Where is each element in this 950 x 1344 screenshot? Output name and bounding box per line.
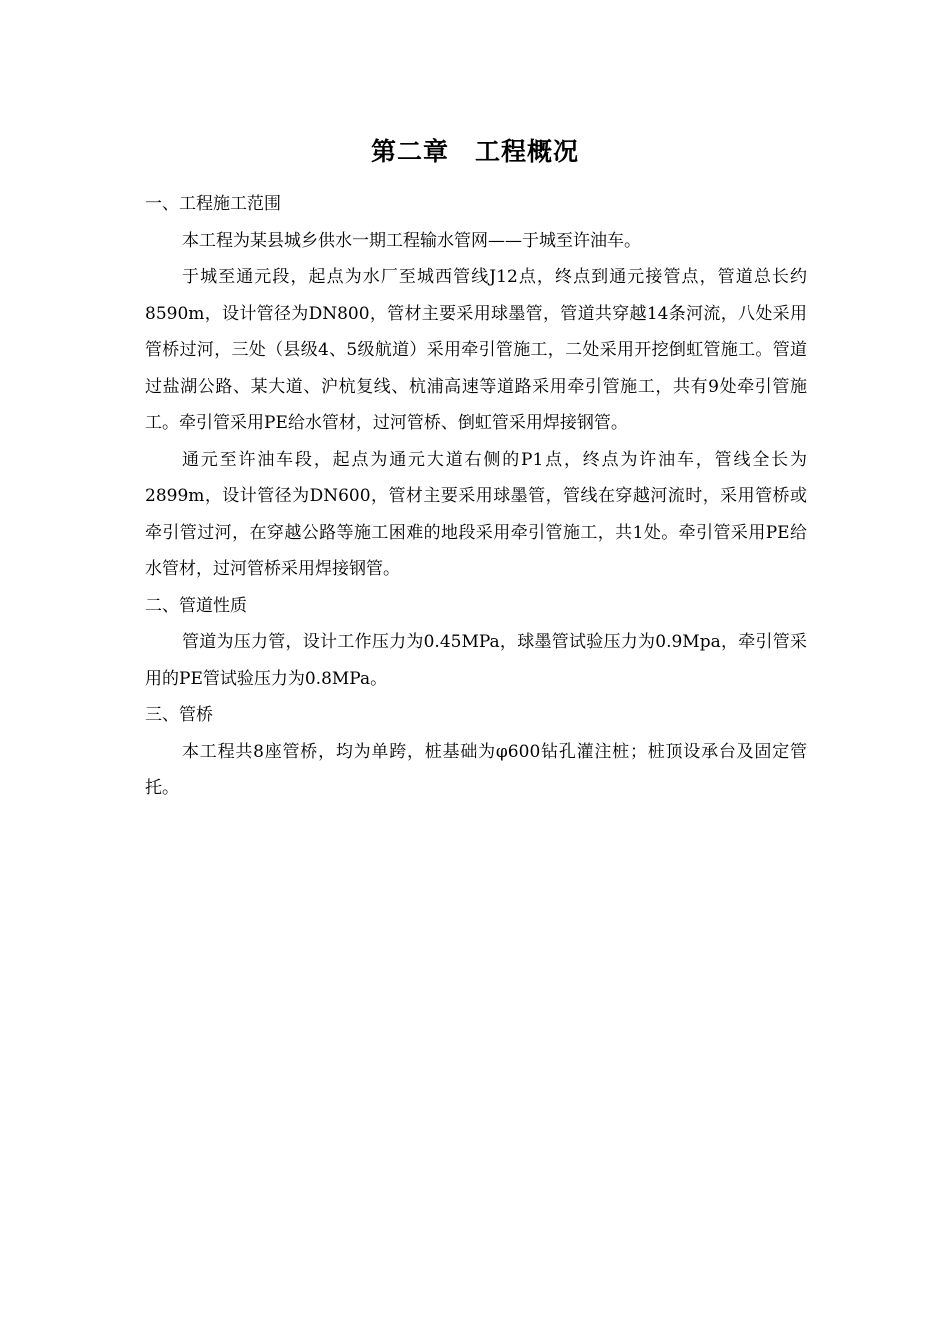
chapter-title: 第二章 工程概况 (370, 137, 579, 166)
section-heading: 一、工程施工范围 (145, 194, 281, 214)
section-pipe-bridge (145, 697, 807, 807)
paragraph: 本工程为某县城乡供水一期工程输水管网——于城至许油车。 (182, 230, 641, 251)
document-body (145, 186, 807, 807)
paragraph: 管道为压力管，设计工作压力为0.45MPa，球墨管试验压力为0.9Mpa，牵引管采用的PE管试验压力为0.8MPa。 (145, 632, 807, 689)
section-scope (145, 186, 807, 588)
section-heading: 二、管道性质 (145, 595, 247, 616)
paragraph: 通元至许油车段，起点为通元大道右侧的P1点，终点为许油车，管线全长为2899m，设计管径为DN600，管材主要采用球墨管，管线在穿越河流时，采用管桥或牵引管过河，在穿越公路等施工困难的地段采用牵引管施工，共1处。牵引管采用PE给水管材，过河管桥采用焊接钢管。 (145, 449, 807, 579)
section-heading: 三、管桥 (145, 705, 213, 725)
section-pipeline-nature (145, 588, 807, 698)
paragraph: 于城至通元段，起点为水厂至城西管线J12点，终点到通元接管点，管道总长约8590m，设计管径为DN800，管材主要采用球墨管，管道共穿越14条河流，八处采用管桥过河，三处（县级4、5级航道）采用牵引管施工，二处采用开挖倒虹管施工。管道过盐湖公路、某大道、沪杭复线、杭浦高速等道路采用牵引管施工，共有9处牵引管施工。牵引管采用PE给水管材，过河管桥、倒虹管采用焊接钢管。 (145, 267, 807, 433)
paragraph: 本工程共8座管桥，均为单跨，桩基础为φ600钻孔灌注桩；桩顶设承台及固定管托。 (145, 741, 807, 798)
